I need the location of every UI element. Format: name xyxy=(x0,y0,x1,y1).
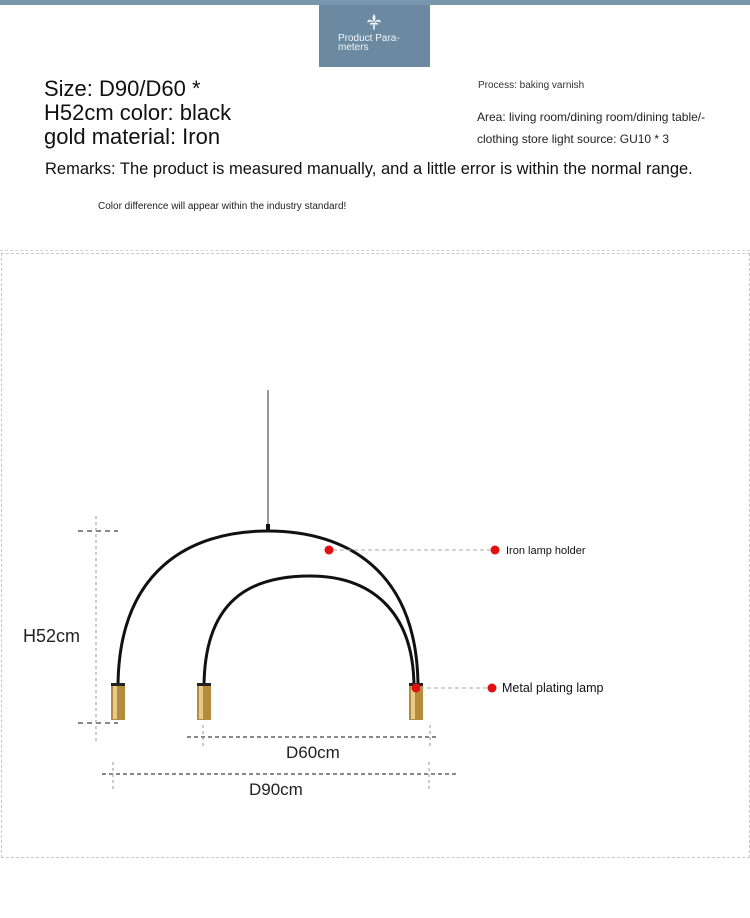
metal-callout-dot-start xyxy=(412,684,421,693)
inner-arc xyxy=(204,576,414,688)
iron-callout-dot-start xyxy=(325,546,334,555)
outer-arc xyxy=(118,531,418,688)
lamp-middle xyxy=(197,683,211,720)
size-line: Size: D90/D60 * xyxy=(44,76,201,101)
inner-width-label: D60cm xyxy=(286,743,340,762)
iron-lamp-holder-label: Iron lamp holder xyxy=(506,545,586,557)
badge-label: Product Para-meters xyxy=(338,33,400,53)
process-text: Process: baking varnish xyxy=(478,80,585,91)
metal-plating-lamp-label: Metal plating lamp xyxy=(502,681,604,695)
metal-callout-dot-end xyxy=(488,684,497,693)
material-line: gold material: Iron xyxy=(44,124,221,149)
lamp-left xyxy=(111,683,125,720)
iron-callout-dot-end xyxy=(491,546,500,555)
height-label: H52cm xyxy=(23,626,81,646)
area-line-2: clothing store light source: GU10 * 3 xyxy=(477,132,670,146)
remarks-text: Remarks: The product is measured manually, and a little error is within the normal range. xyxy=(45,160,693,178)
height-color-line: H52cm color: black xyxy=(44,100,232,125)
outer-width-label: D90cm xyxy=(249,780,303,799)
area-line-1: Area: living room/dining room/dining table/- xyxy=(477,110,706,124)
color-difference-note: Color difference will appear within the industry standard! xyxy=(98,201,347,212)
